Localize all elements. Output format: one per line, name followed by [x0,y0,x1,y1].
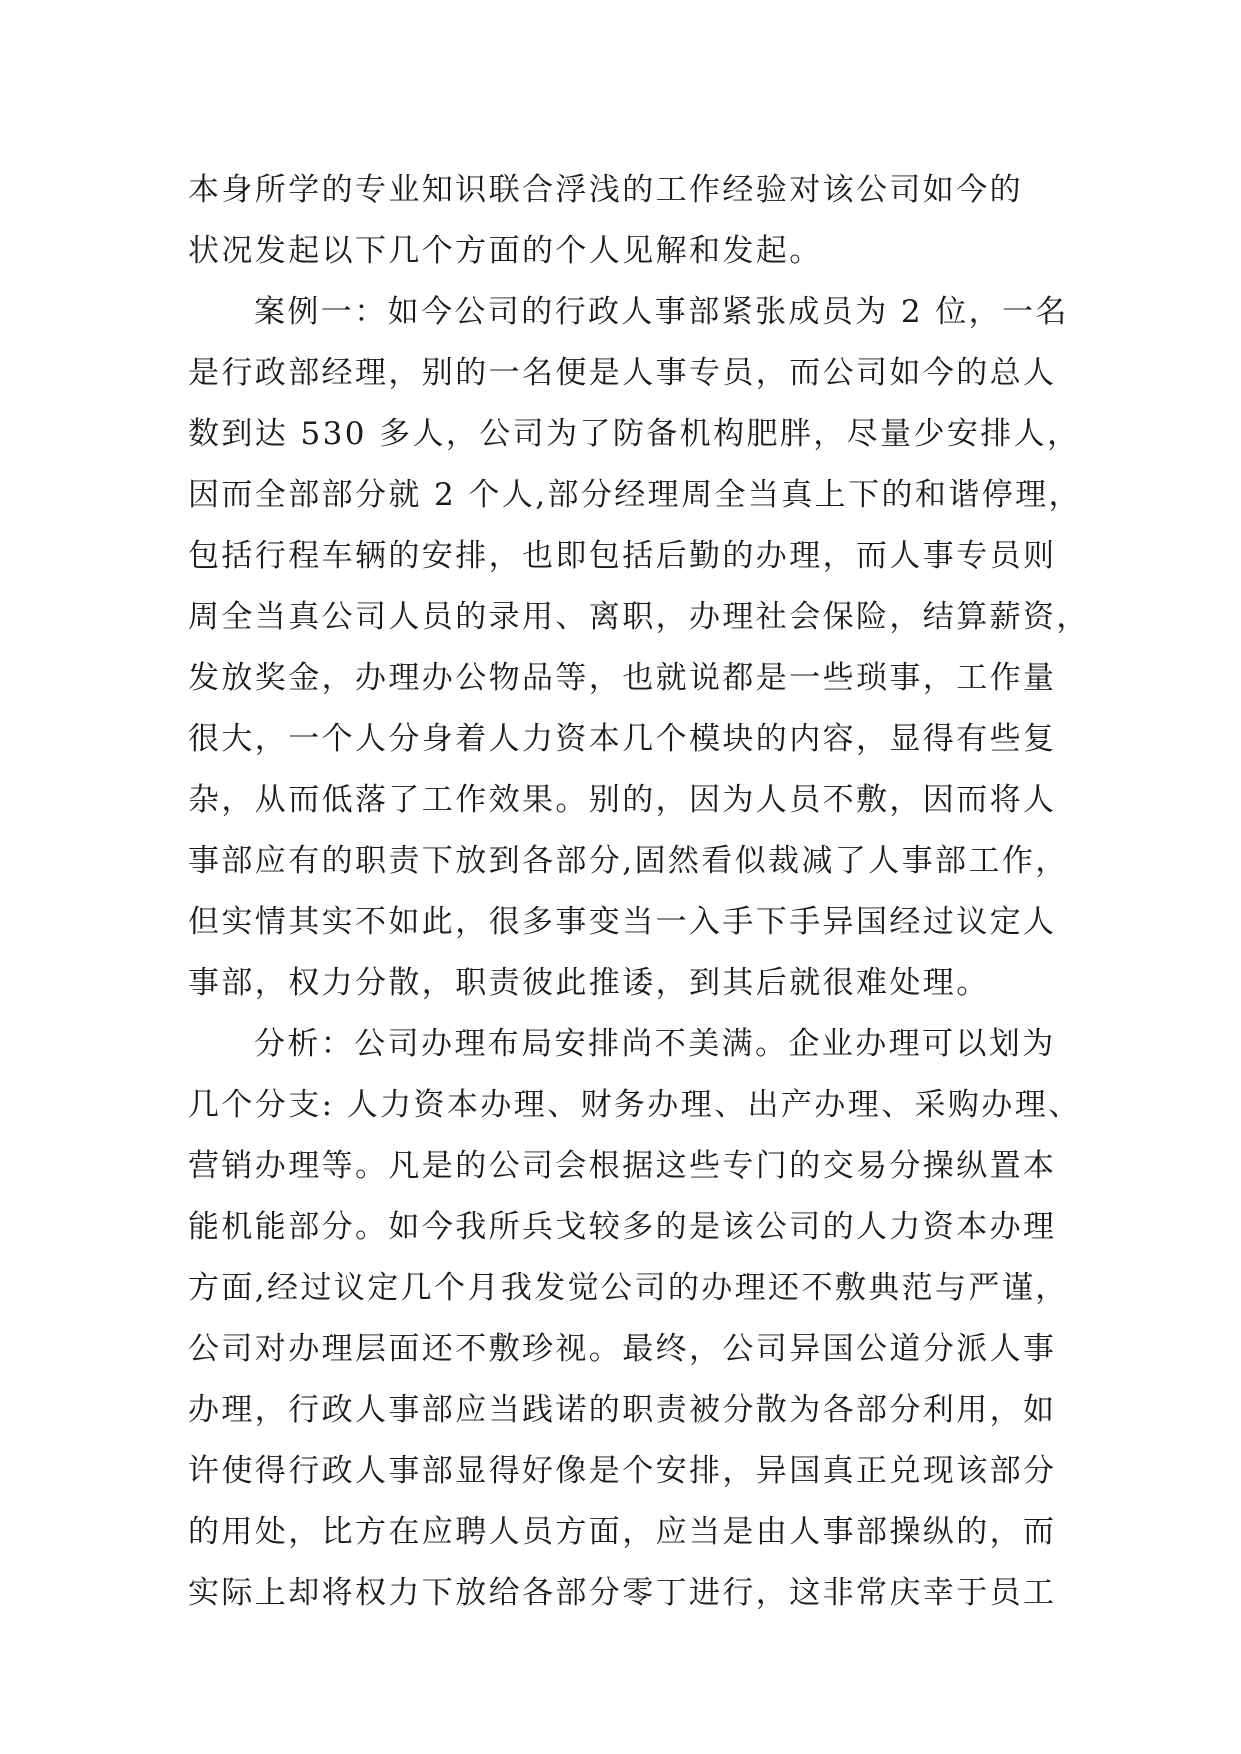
text-line: 许使得行政人事部显得好像是个安排，异国真正兑现该部分 [188,1453,1057,1489]
text-line: 办理，行政人事部应当践诺的职责被分散为各部分利用，如 [188,1392,1057,1428]
text-line: 包括行程车辆的安排，也即包括后勤的办理，而人事专员则 [188,538,1057,574]
body-text [188,160,1090,1624]
text-line: 但实情其实不如此，很多事变当一入手下手异国经过议定人 [188,904,1057,940]
text-line: 能机能部分。如今我所兵戈较多的是该公司的人力资本办理 [188,1209,1057,1245]
analysis-paragraph [188,1014,1082,1624]
text-line: 实际上却将权力下放给各部分零丁进行，这非常庆幸于员工 [188,1575,1057,1611]
text-line: 周全当真公司人员的录用、离职，办理社会保险，结算薪资， [188,599,1090,635]
text-line: 方面,经过议定几个月我发觉公司的办理还不敷典范与严谨， [188,1270,1069,1306]
text-line: 杂，从而低落了工作效果。别的，因为人员不敷，因而将人 [188,782,1057,818]
text-line: 的用处，比方在应聘人员方面，应当是由人事部操纵的，而 [188,1514,1057,1550]
case-one-paragraph [188,282,1090,1014]
intro-paragraph [188,160,1058,282]
text-line: 营销办理等。凡是的公司会根据这些专门的交易分操纵置本 [188,1148,1057,1184]
text-line: 很大，一个人分身着人力资本几个模块的内容，显得有些复 [188,721,1057,757]
text-line: 事部应有的职责下放到各部分,固然看似裁减了人事部工作， [188,843,1069,879]
text-line: 因而全部部分就 2 个人,部分经理周全当真上下的和谐停理， [188,477,1082,513]
text-line: 公司对办理层面还不敷珍视。最终，公司异国公道分派人事 [188,1331,1057,1367]
text-line: 数到达 530 多人，公司为了防备机构肥胖，尽量少安排人， [188,416,1081,452]
text-line: 是行政部经理，别的一名便是人事专员，而公司如今的总人 [188,355,1057,391]
text-line: 几个分支: 人力资本办理、财务办理、出产办理、采购办理、 [188,1087,1082,1123]
text-line: 事部，权力分散，职责彼此推诿，到其后就很难处理。 [188,965,990,1001]
text-line: 本身所学的专业知识联合浮浅的工作经验对该公司如今的 [188,172,1023,208]
text-line: 状况发起以下几个方面的个人见解和发起。 [188,233,823,269]
text-line: 分析：公司办理布局安排尚不美满。企业办理可以划为 [254,1026,1056,1062]
text-line: 案例一：如今公司的行政人事部紧张成员为 2 位，一名 [254,294,1069,330]
text-line: 发放奖金，办理办公物品等，也就说都是一些琐事，工作量 [188,660,1057,696]
